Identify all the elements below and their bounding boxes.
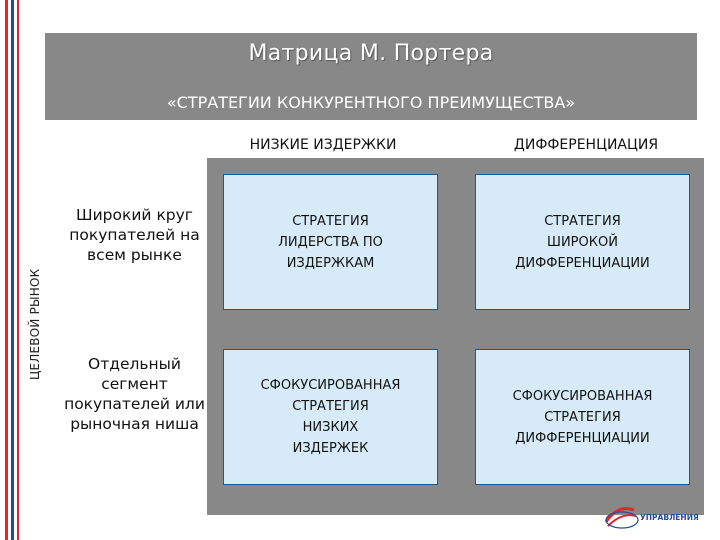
strategy-matrix bbox=[207, 158, 704, 515]
red-stripe-thin bbox=[17, 0, 19, 540]
cell-text: СФОКУСИРОВАННАЯ СТРАТЕГИЯ ДИФФЕРЕНЦИАЦИИ bbox=[512, 388, 653, 446]
cell-text: СТРАТЕГИЯ ЛИДЕРСТВА ПО ИЗДЕРЖКАМ bbox=[278, 213, 383, 271]
header-banner bbox=[45, 33, 697, 120]
target-market-axis-label: ЦЕЛЕВОЙ РЫНОК bbox=[28, 268, 42, 380]
cell-focused-differentiation bbox=[475, 349, 690, 485]
red-stripe bbox=[5, 0, 8, 540]
logo-caption: УПРАВЛЕНИЯ bbox=[640, 513, 699, 522]
row-label-broad-market: Широкий круг покупателей на всем рынке bbox=[69, 206, 200, 264]
cell-broad-differentiation bbox=[475, 174, 690, 310]
cell-text: СФОКУСИРОВАННАЯ СТРАТЕГИЯ НИЗКИХ ИЗДЕРЖЕК bbox=[260, 378, 401, 456]
column-header-low-cost: НИЗКИЕ ИЗДЕРЖКИ bbox=[249, 137, 397, 153]
blue-stripe bbox=[11, 0, 14, 540]
cell-focused-low-cost bbox=[223, 349, 438, 485]
row-label-niche-segment: Отдельный сегмент покупателей или рыночная ниша bbox=[64, 355, 205, 433]
cell-cost-leadership bbox=[223, 174, 438, 310]
page-title: Матрица М. Портера bbox=[248, 41, 494, 66]
cell-text: СТРАТЕГИЯ ШИРОКОЙ ДИФФЕРЕНЦИАЦИИ bbox=[515, 213, 650, 271]
page-subtitle: «СТРАТЕГИИ КОНКУРЕНТНОГО ПРЕИМУЩЕСТВА» bbox=[166, 93, 576, 112]
column-header-differentiation: ДИФФЕРЕНЦИАЦИЯ bbox=[513, 137, 659, 153]
